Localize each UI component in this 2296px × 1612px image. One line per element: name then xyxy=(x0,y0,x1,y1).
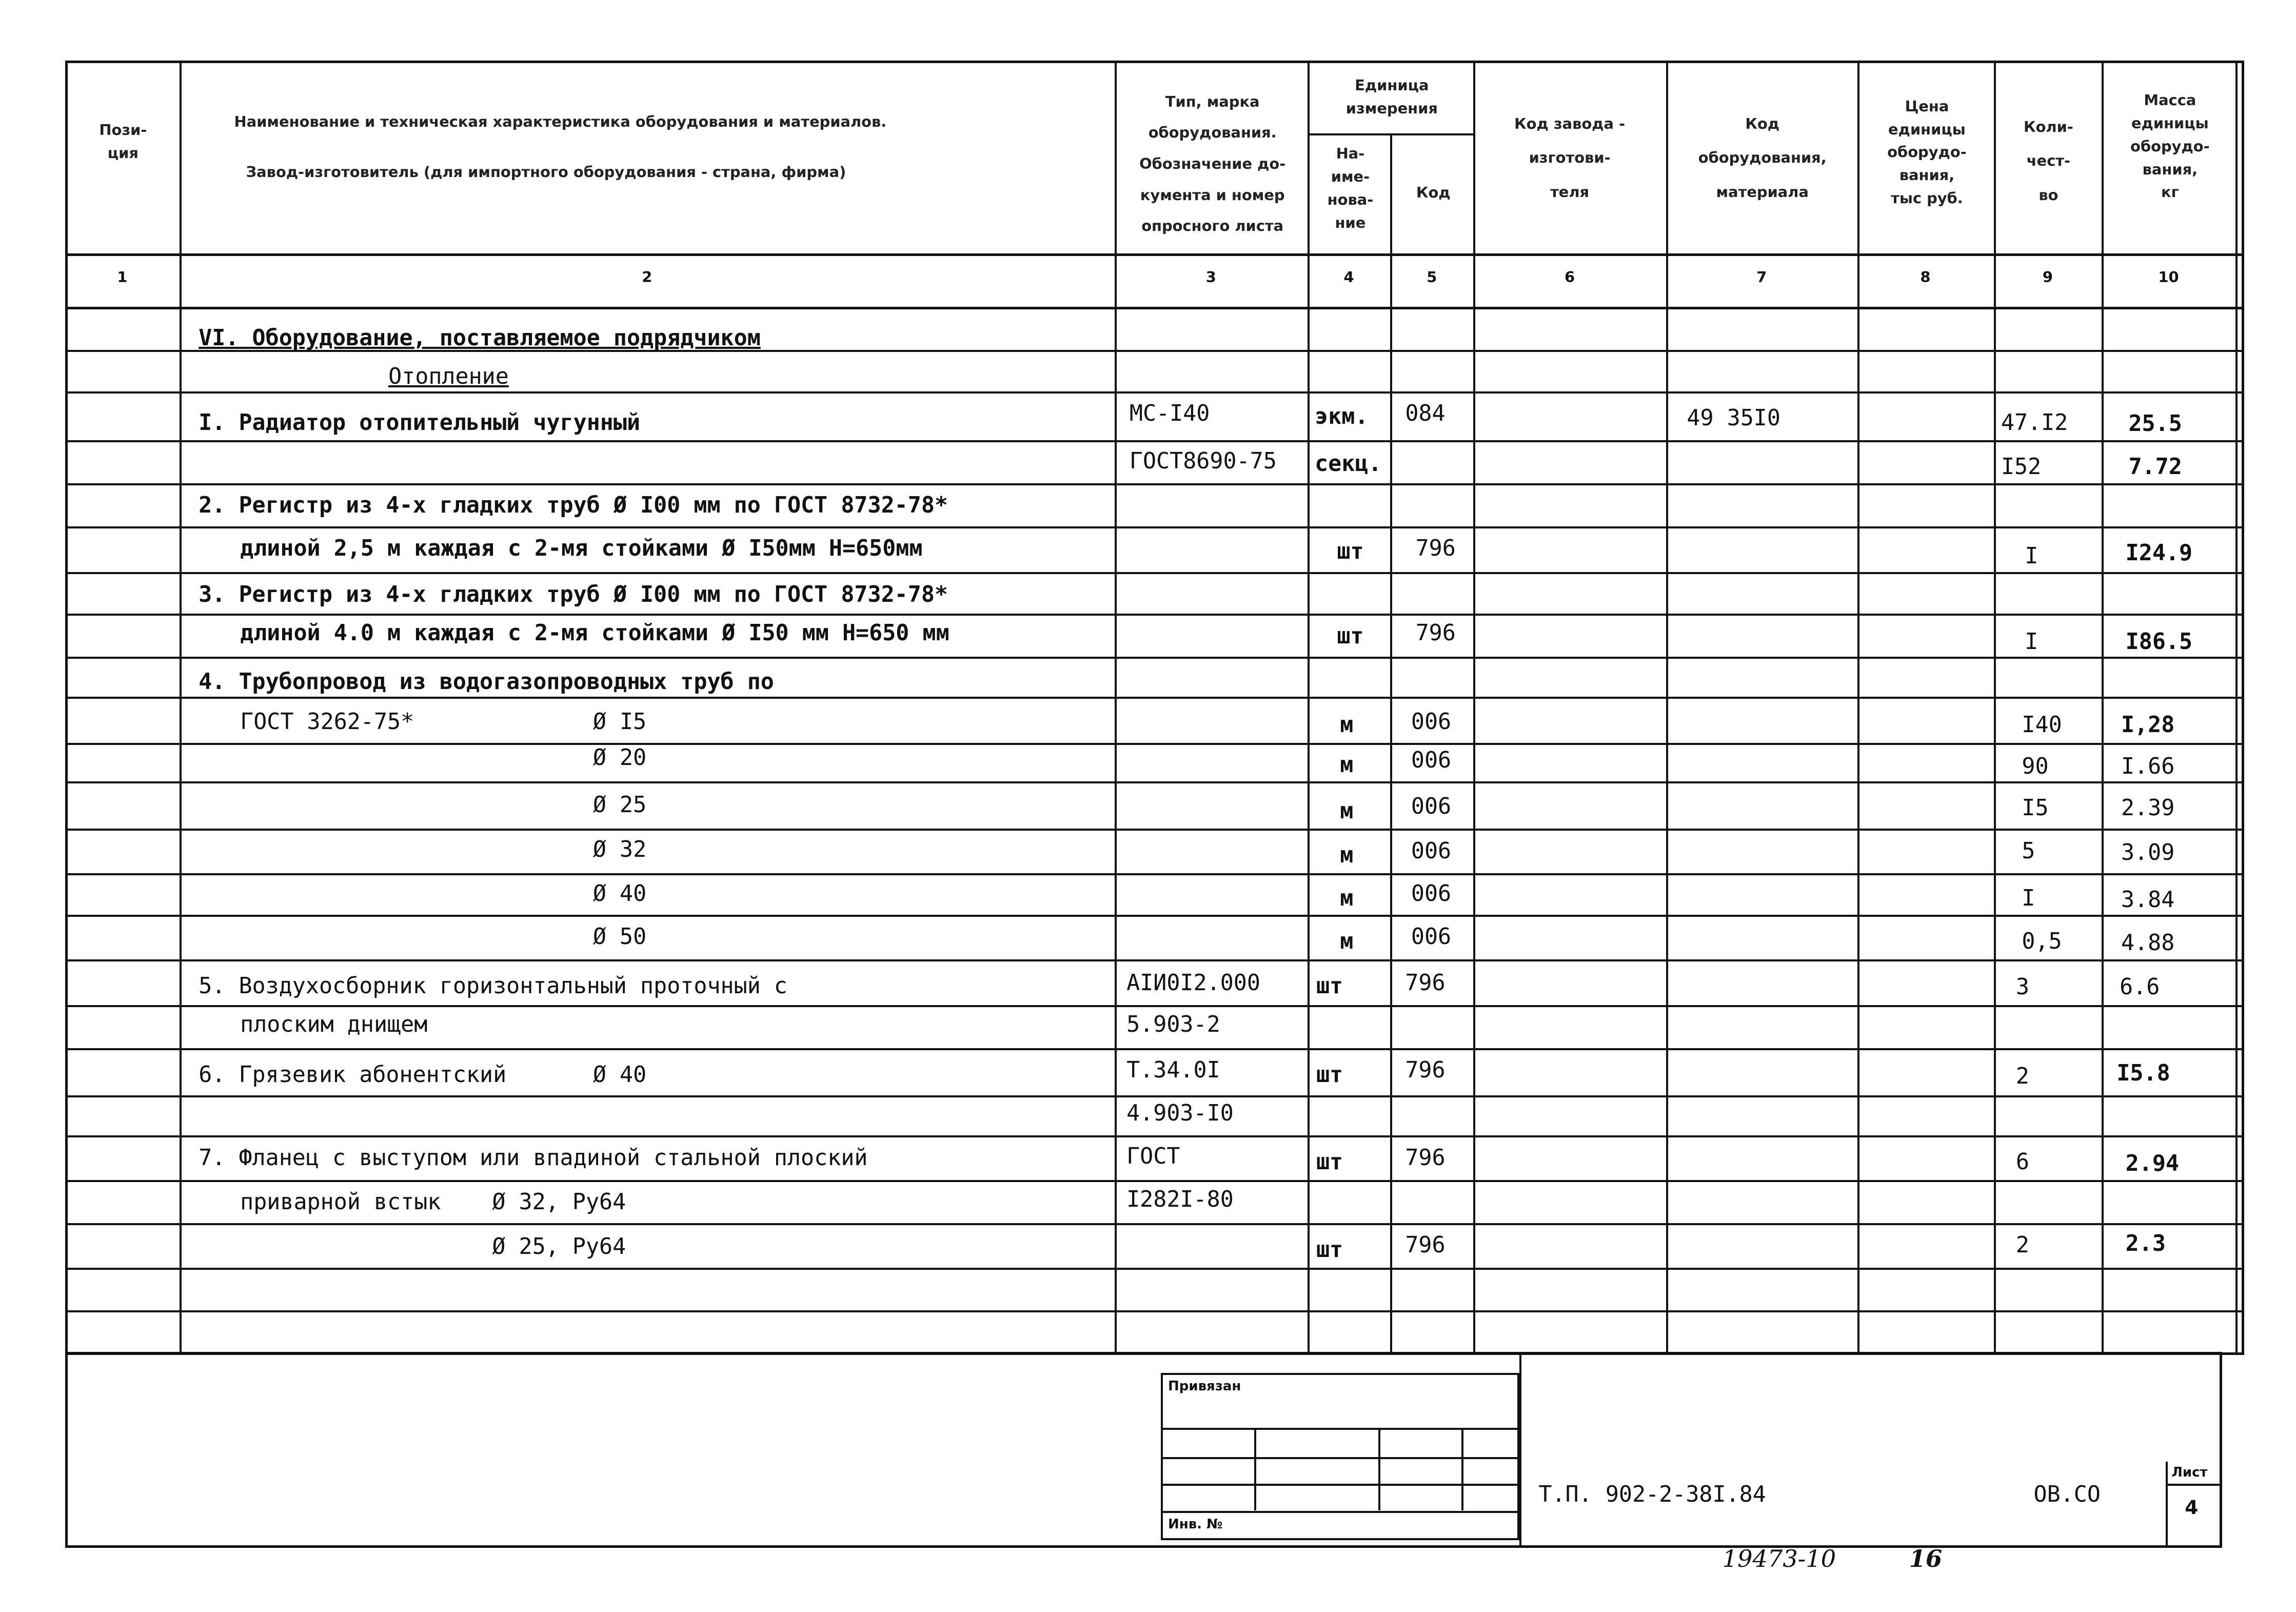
section-title: VI. Оборудование, поставляемое подрядчиком xyxy=(199,325,761,351)
item-mass: I24.9 xyxy=(2125,540,2193,566)
row-separator xyxy=(65,572,2244,574)
item-unit-code: 006 xyxy=(1411,881,1452,907)
column-number: 5 xyxy=(1427,268,1437,286)
item-unit: секц. xyxy=(1315,451,1382,477)
item-diameter: Ø 40 xyxy=(592,1061,647,1088)
item-type: T.34.0I xyxy=(1126,1057,1220,1084)
column-number: 3 xyxy=(1205,268,1216,286)
item-unit: шт xyxy=(1316,1236,1343,1263)
header-price: Цена единицы оборудо- вания, тыс руб. xyxy=(1887,97,1967,207)
header-position: Пози- ция xyxy=(99,121,147,162)
item-unit: шт xyxy=(1316,973,1343,999)
header-unit-group: Единица измерения xyxy=(1345,76,1438,117)
item-mass: 3.84 xyxy=(2121,887,2175,913)
column-number: 10 xyxy=(2158,268,2179,286)
inventory-number-label: Инв. № xyxy=(1168,1517,1223,1532)
item-unit: м xyxy=(1340,752,1354,778)
row-separator xyxy=(65,1135,2244,1137)
item-quantity: I52 xyxy=(2001,454,2042,480)
row-separator xyxy=(65,526,2244,528)
handwritten-page-number: 16 xyxy=(1909,1544,1943,1572)
header-quantity: Коли- чест- во xyxy=(2024,117,2073,204)
item-unit-code: 006 xyxy=(1411,748,1452,774)
item-diameter: Ø 40 xyxy=(592,881,647,907)
sheet-label: Лист xyxy=(2171,1464,2208,1480)
item-diameter: Ø 32 xyxy=(592,836,647,862)
column-number: 7 xyxy=(1756,268,1767,286)
row-separator xyxy=(65,1310,2244,1312)
item-mass: 3.09 xyxy=(2121,839,2175,866)
item-name: 5. Воздухосборник горизонтальный проточный с xyxy=(199,973,787,999)
document-code: ОВ.СО xyxy=(2033,1481,2101,1507)
item-mass: 7.72 xyxy=(2128,454,2182,480)
header-equipment-code: Код оборудования, материала xyxy=(1698,115,1827,201)
item-unit: м xyxy=(1340,842,1354,869)
header-mass: Масса единицы оборудо- вания, кг xyxy=(2130,91,2210,201)
item-mass: I5.8 xyxy=(2116,1060,2170,1087)
column-number: 6 xyxy=(1565,268,1575,286)
item-name: длиной 2,5 м каждая с 2-мя стойками Ø I50мм H=650мм xyxy=(240,536,923,562)
row-separator xyxy=(65,440,2244,442)
item-mass: 2.94 xyxy=(2125,1151,2180,1177)
item-unit-code: 796 xyxy=(1415,620,1456,646)
item-quantity: 3 xyxy=(2015,974,2029,1000)
bound-label: Привязан xyxy=(1168,1379,1241,1394)
item-name: 7. Фланец с выступом или впадиной стальной плоский xyxy=(199,1145,868,1171)
row-separator xyxy=(65,1268,2244,1270)
item-equipment-code: 49 35I0 xyxy=(1687,405,1780,431)
column-number: 1 xyxy=(117,268,128,286)
row-separator xyxy=(65,743,2244,745)
row-separator xyxy=(65,614,2244,616)
item-name: 6. Грязевик абонентский xyxy=(199,1061,507,1088)
item-name: плоским днищем xyxy=(240,1011,428,1037)
item-mass: 2.39 xyxy=(2121,795,2175,821)
item-quantity: 6 xyxy=(2015,1149,2029,1175)
item-name: 3. Регистр из 4-х гладких труб Ø I00 мм по ГОСТ 8732-78* xyxy=(199,581,948,607)
item-quantity: I40 xyxy=(2022,712,2062,738)
item-unit-code: 796 xyxy=(1405,1057,1446,1084)
binding-stamp xyxy=(1161,1373,1519,1541)
sheet-number: 4 xyxy=(2185,1496,2199,1519)
item-type: МС-I40 xyxy=(1129,401,1210,427)
item-quantity: I xyxy=(2025,629,2038,655)
item-unit: м xyxy=(1340,928,1354,954)
row-separator xyxy=(65,483,2244,485)
item-name: I. Радиатор отопительный чугунный xyxy=(199,409,641,436)
item-mass: I86.5 xyxy=(2125,629,2193,655)
item-name: 4. Трубопровод из водогазопроводных труб по xyxy=(199,669,774,695)
item-unit-code: 084 xyxy=(1405,401,1446,427)
column-number: 2 xyxy=(642,268,652,286)
item-type: ГОСТ xyxy=(1126,1143,1180,1169)
item-unit-code: 796 xyxy=(1405,970,1446,996)
column-number: 9 xyxy=(2042,268,2053,286)
item-quantity: 5 xyxy=(2022,838,2035,864)
column-number: 8 xyxy=(1920,268,1931,286)
item-mass: 25.5 xyxy=(2128,411,2182,437)
row-separator xyxy=(65,959,2244,961)
item-unit-code: 006 xyxy=(1411,924,1452,950)
item-unit: шт xyxy=(1337,538,1364,564)
row-separator xyxy=(65,391,2244,394)
item-type: 5.903-2 xyxy=(1126,1011,1220,1037)
subsection-title: Отопление xyxy=(388,363,509,389)
row-separator xyxy=(65,1095,2244,1097)
item-unit: шт xyxy=(1337,623,1364,649)
item-unit: м xyxy=(1340,712,1354,738)
column-number: 4 xyxy=(1343,268,1354,286)
item-unit-code: 006 xyxy=(1411,793,1452,819)
item-unit-code: 006 xyxy=(1411,838,1452,864)
row-separator xyxy=(65,657,2244,659)
item-diameter: Ø 50 xyxy=(592,924,647,950)
item-diameter: Ø 20 xyxy=(592,744,647,771)
item-type: AIИ0I2.000 xyxy=(1126,970,1260,996)
item-mass: 4.88 xyxy=(2121,930,2175,956)
item-diameter: Ø I5 xyxy=(592,709,647,735)
item-unit-code: 006 xyxy=(1411,709,1452,735)
item-unit: шт xyxy=(1316,1061,1343,1088)
item-mass: I,28 xyxy=(2121,712,2175,738)
item-unit: шт xyxy=(1316,1149,1343,1175)
item-unit-code: 796 xyxy=(1415,536,1456,562)
title-block-frame xyxy=(65,1352,2222,1547)
item-unit: экм. xyxy=(1315,403,1369,429)
item-unit-code: 796 xyxy=(1405,1145,1446,1171)
row-separator xyxy=(65,873,2244,875)
item-quantity: 47.I2 xyxy=(2001,409,2068,436)
item-quantity: 90 xyxy=(2022,753,2049,779)
header-factory-code: Код завода - изготови- теля xyxy=(1514,115,1626,201)
item-quantity: 2 xyxy=(2015,1232,2029,1259)
header-name-line1: Наименование и техническая характеристика оборудования и материалов. xyxy=(234,112,887,130)
item-unit: м xyxy=(1340,798,1354,824)
row-separator xyxy=(65,1223,2244,1225)
item-quantity: I xyxy=(2022,886,2035,912)
header-unit-name: На- име- нова- ние xyxy=(1327,145,1374,231)
item-diameter: Ø 25, Ру64 xyxy=(492,1234,626,1260)
item-quantity: 0,5 xyxy=(2022,928,2062,954)
item-unit: м xyxy=(1340,886,1354,912)
header-unit-code: Код xyxy=(1416,183,1451,201)
row-separator xyxy=(65,915,2244,917)
header-name-line2: Завод-изготовитель (для импортного оборудования - страна, фирма) xyxy=(246,163,846,181)
item-mass: 2.3 xyxy=(2125,1231,2166,1257)
row-separator xyxy=(65,1005,2244,1007)
item-name: 2. Регистр из 4-х гладких труб Ø I00 мм по ГОСТ 8732-78* xyxy=(199,493,948,519)
item-quantity: I5 xyxy=(2022,795,2049,821)
row-separator xyxy=(65,1048,2244,1050)
item-name: ГОСТ 3262-75* xyxy=(240,709,414,735)
item-diameter: Ø 32, Ру64 xyxy=(492,1189,626,1215)
row-separator xyxy=(65,781,2244,783)
item-name: приварной встык xyxy=(240,1189,441,1215)
item-name: длиной 4.0 м каждая с 2-мя стойками Ø I50 мм H=650 мм xyxy=(240,620,949,646)
row-separator xyxy=(65,697,2244,699)
item-mass: 6.6 xyxy=(2120,974,2160,1000)
item-unit-code: 796 xyxy=(1405,1232,1446,1259)
document-number: Т.П. 902-2-38I.84 xyxy=(1538,1481,1766,1507)
row-separator xyxy=(65,829,2244,831)
item-quantity: 2 xyxy=(2015,1063,2029,1089)
item-quantity: I xyxy=(2025,543,2038,569)
item-diameter: Ø 25 xyxy=(592,792,647,818)
item-type: 4.903-I0 xyxy=(1126,1100,1234,1127)
row-separator xyxy=(65,1180,2244,1182)
header-type: Тип, марка оборудования. Обозначение до- кумента и номер опросного листа xyxy=(1139,92,1286,235)
item-type: I282I-80 xyxy=(1126,1186,1234,1212)
handwritten-archive-number: 19473-10 xyxy=(1722,1544,1836,1572)
item-mass: I.66 xyxy=(2121,753,2175,779)
item-type: ГОСТ8690-75 xyxy=(1129,448,1277,474)
